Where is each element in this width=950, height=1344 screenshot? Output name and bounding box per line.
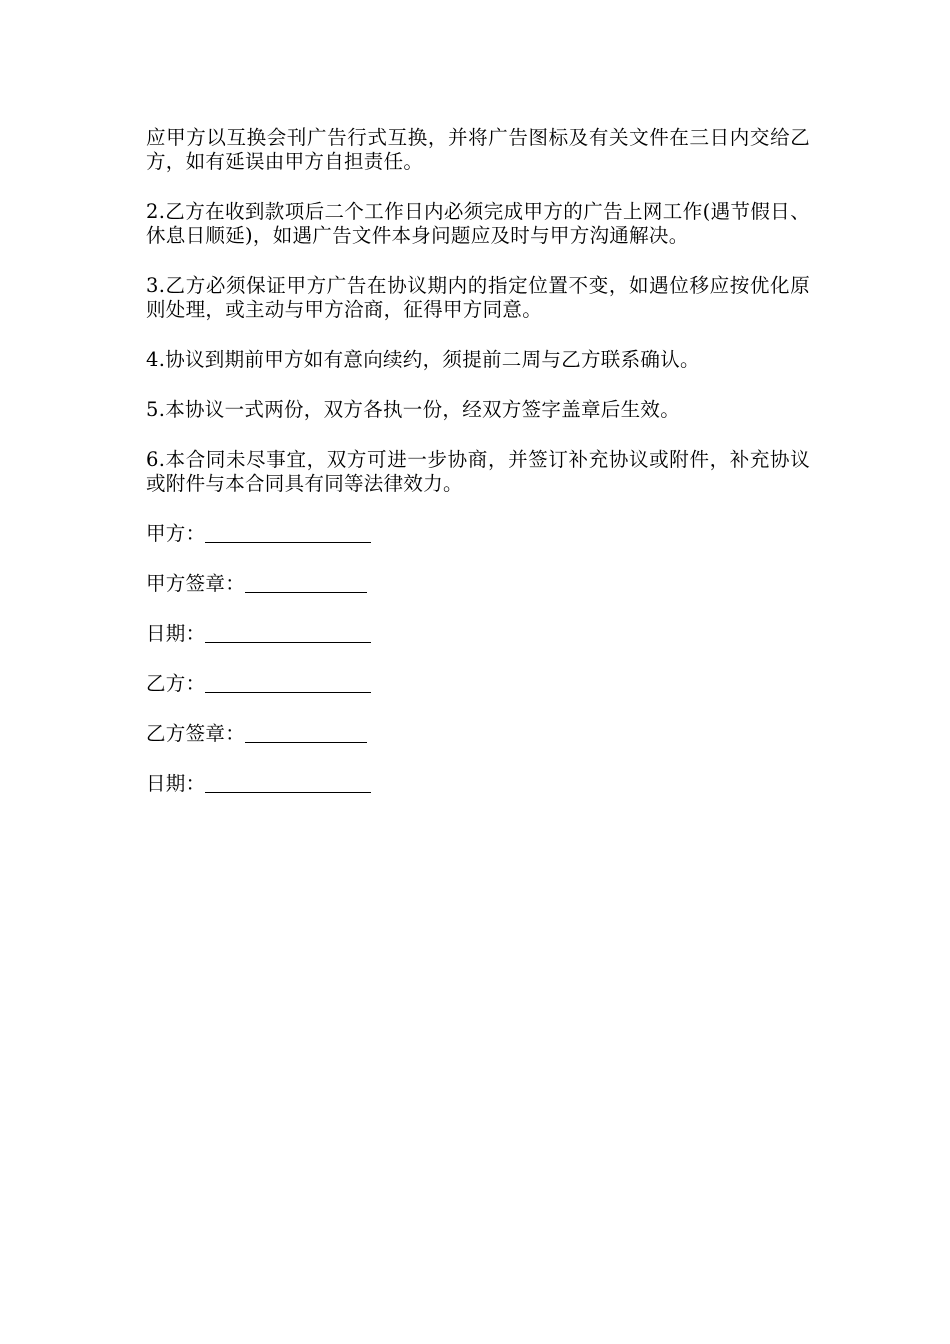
clause-5: 5.本协议一式两份，双方各执一份，经双方签字盖章后生效。 (146, 398, 681, 421)
party-b-label: 乙方： (146, 672, 206, 695)
party-b-date-blank[interactable] (205, 774, 371, 793)
clause-2: 2.乙方在收到款项后二个工作日内必须完成甲方的广告上网工作(遇节假日、休息日顺延)，如遇广告文件本身问题应及时与甲方沟通解决。 (146, 200, 810, 247)
party-a-date-blank[interactable] (205, 624, 371, 643)
party-b-seal-blank[interactable] (245, 724, 367, 743)
clause-3: 3.乙方必须保证甲方广告在协议期内的指定位置不变，如遇位移应按优化原则处理，或主动与甲方洽商，征得甲方同意。 (146, 274, 810, 321)
document-page (146, 126, 810, 822)
clause-4: 4.协议到期前甲方如有意向续约，须提前二周与乙方联系确认。 (146, 348, 700, 371)
party-b-seal-label: 乙方签章： (146, 722, 246, 745)
party-b-date-label: 日期： (146, 772, 206, 795)
party-a-label: 甲方： (146, 522, 206, 545)
party-b-seal-line (146, 722, 810, 746)
party-b-line (146, 672, 810, 696)
party-a-date-line (146, 622, 810, 646)
party-b-blank[interactable] (205, 674, 371, 693)
party-a-seal-blank[interactable] (245, 574, 367, 593)
party-a-date-label: 日期： (146, 622, 206, 645)
party-a-blank[interactable] (205, 524, 371, 543)
party-b-date-line (146, 772, 810, 796)
party-a-seal-label: 甲方签章： (146, 572, 246, 595)
clause-continuation: 应甲方以互换会刊广告行式互换，并将广告图标及有关文件在三日内交给乙方，如有延误由甲方自担责任。 (146, 126, 810, 173)
clause-6: 6.本合同未尽事宜，双方可进一步协商，并签订补充协议或附件，补充协议或附件与本合同具有同等法律效力。 (146, 448, 810, 495)
party-a-seal-line (146, 572, 810, 596)
party-a-line (146, 522, 810, 546)
